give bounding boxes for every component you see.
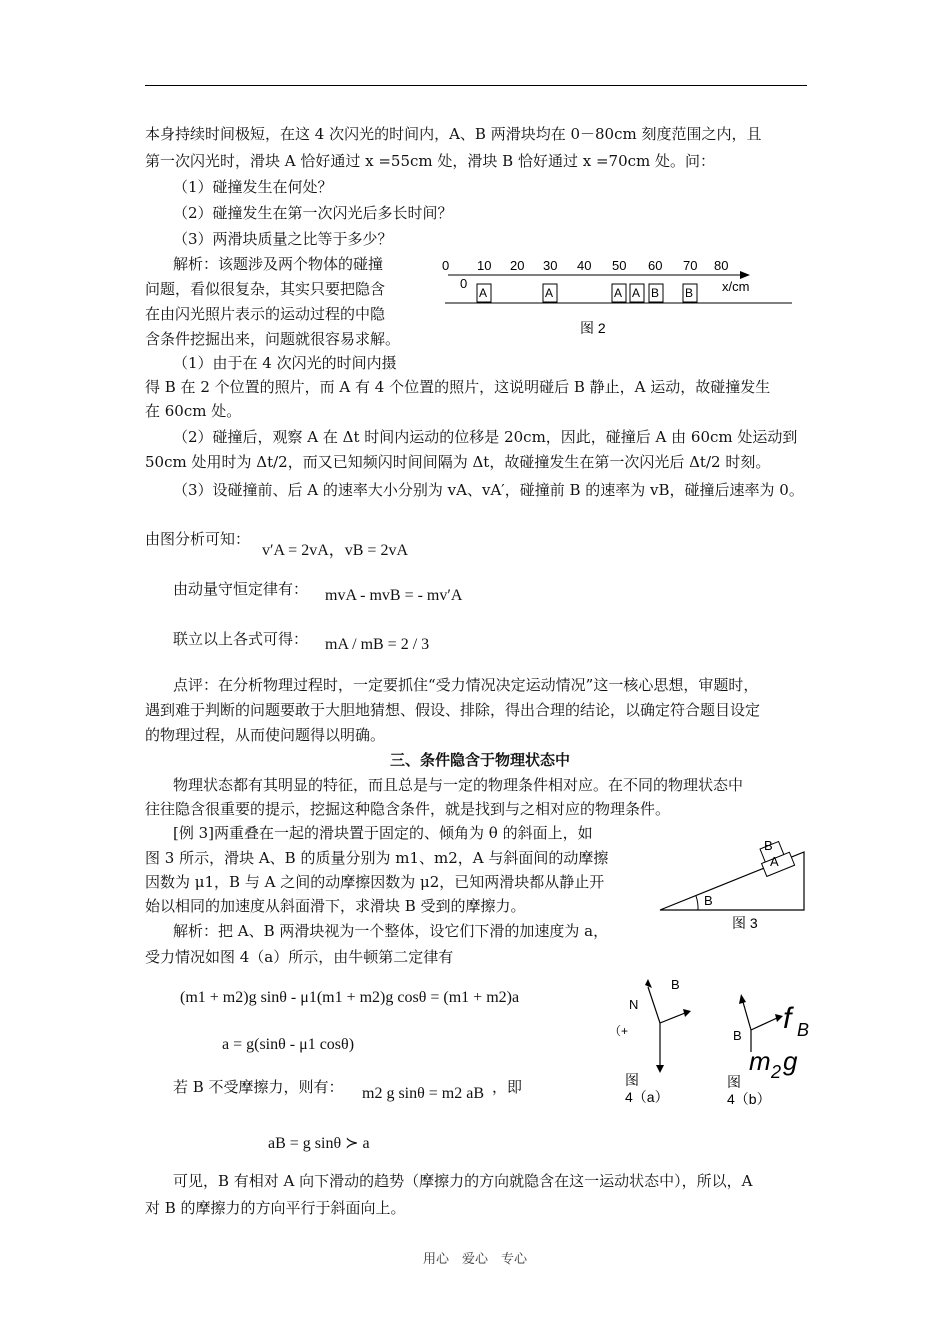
analysis-line: 含条件挖掘出来，问题就很容易求解。 (145, 330, 401, 348)
tick-label: 50 (612, 258, 627, 273)
solution-line: 由动量守恒定律有： (173, 580, 309, 598)
analysis-line: 在由闪光照片表示的运动过程的中隐 (145, 305, 386, 323)
figure-2 (440, 255, 800, 340)
text-line: 第一次闪光时，滑块 A 恰好通过 x =55cm 处，滑块 B 恰好通过 x =70cm 处。问： (145, 152, 716, 170)
axis-label: x/cm (722, 279, 750, 294)
figure-caption: 图 3 (732, 915, 758, 931)
text-line: 本身持续时间极短，在这 4 次闪光的时间内，A、B 两滑块均在 0－80cm 刻度范围之内，且 (145, 125, 762, 143)
paragraph-line: 物理状态都有其明显的特征，而且总是与一定的物理条件相对应。在不同的物理状态中 (173, 776, 744, 794)
equation-5: a = g(sinθ - μ1 cosθ) (222, 1036, 355, 1053)
example-line: 若 B 不受摩擦力，则有： (173, 1078, 344, 1096)
solution-line: 在 60cm 处。 (145, 402, 242, 420)
comment-line: 遇到难于判断的问题要敢于大胆地猜想、假设、排除，得出合理的结论，以确定符合题目设定 (145, 701, 761, 719)
example-line: 始以相同的加速度从斜面滑下，求滑块 B 受到的摩擦力。 (145, 897, 526, 915)
figure-4b (725, 990, 825, 1110)
tick-label: 10 (477, 258, 492, 273)
solution-line: （2）碰撞后，观察 A 在 Δt 时间内运动的位移是 20cm，因此，碰撞后 A 由 60cm 处运动到 (173, 428, 798, 446)
block-label: A (632, 286, 641, 300)
equation-1: v′A = 2vA，vB = 2vA (262, 542, 409, 559)
comment-line: 的物理过程，从而使问题得以明确。 (145, 726, 386, 744)
equation-7: aB = g sinθ ≻ a (268, 1135, 370, 1152)
force-label: B (671, 977, 680, 992)
solution-line: 50cm 处用时为 Δt/2，而又已知频闪时间间隔为 Δt，故碰撞发生在第一次闪光后 Δt/2 时刻。 (145, 453, 771, 471)
analysis-line: 解析：该题涉及两个物体的碰撞 (173, 255, 384, 273)
header-rule (145, 85, 807, 86)
weight-label: g (783, 1046, 798, 1076)
figure-caption: 图 (727, 1074, 741, 1090)
solution-line: （1）由于在 4 次闪光的时间内摄 (173, 354, 397, 372)
paragraph-line: 往往隐含很重要的提示，挖掘这种隐含条件，就是找到与之相对应的物理条件。 (145, 800, 671, 818)
conclusion-line: 可见，B 有相对 A 向下滑动的趋势（摩擦力的方向就隐含在这一运动状态中），所以，A (173, 1172, 753, 1190)
solution-line: （3）设碰撞前、后 A 的速率大小分别为 vA、vA′，碰撞前 B 的速率为 vB，碰撞后速率为 0。 (173, 481, 804, 499)
block-label: A (545, 286, 554, 300)
example-line: 图 3 所示，滑块 A、B 的质量分别为 m1、m2，A 与斜面间的动摩擦 (145, 849, 609, 867)
equation-2: mvA - mvB = - mv′A (325, 587, 463, 604)
page-footer: 用心 爱心 专心 (422, 1252, 527, 1267)
tick-label: 40 (577, 258, 592, 273)
figure-4a (605, 975, 705, 1110)
solution-line: 联立以上各式可得： (173, 630, 309, 648)
question-1: （1）碰撞发生在何处？ (173, 178, 333, 196)
tick-label: 20 (510, 258, 525, 273)
force-label: B (733, 1028, 742, 1043)
block-label: B (651, 286, 660, 300)
angle-label: B (704, 893, 713, 908)
friction-subscript: B (797, 1020, 810, 1040)
question-2: （2）碰撞发生在第一次闪光后多长时间？ (173, 204, 453, 222)
section-heading: 三、条件隐含于物理状态中 (390, 751, 571, 769)
weight-subscript: 2 (771, 1062, 782, 1082)
figure-caption: 图 (625, 1072, 639, 1088)
tick-label: 70 (683, 258, 698, 273)
block-b-label: B (764, 838, 773, 853)
weight-label: m (749, 1046, 771, 1076)
solution-line: 由图分析可知： (145, 530, 251, 548)
figure-caption: 4（b） (727, 1091, 771, 1107)
analysis-line: 问题，看似很复杂，其实只要把隐含 (145, 280, 386, 298)
normal-force-label: N (629, 997, 639, 1012)
block-label: A (479, 286, 488, 300)
tick-label: 0 (442, 258, 450, 273)
equation-6: m2 g sinθ = m2 aB (362, 1085, 485, 1102)
force-label: （+ (609, 1024, 629, 1038)
equation-4: (m1 + m2)g sinθ - μ1(m1 + m2)g cosθ = (m1 + m2)a (180, 989, 520, 1006)
figure-3 (658, 832, 808, 937)
friction-label: f (783, 1002, 792, 1035)
question-3: （3）两滑块质量之比等于多少？ (173, 230, 393, 248)
solution-line: 得 B 在 2 个位置的照片，而 A 有 4 个位置的照片，这说明碰后 B 静止，A 运动，故碰撞发生 (145, 378, 771, 396)
example-line: ，即 (492, 1078, 523, 1096)
conclusion-line: 对 B 的摩擦力的方向平行于斜面向上。 (145, 1199, 406, 1217)
equation-3: mA / mB = 2 / 3 (325, 636, 430, 653)
example-line: 受力情况如图 4（a）所示，由牛顿第二定律有 (145, 948, 454, 966)
zero-label: 0 (460, 276, 468, 291)
block-label: B (685, 286, 694, 300)
tick-label: 30 (543, 258, 558, 273)
figure-caption: 4（a） (625, 1089, 669, 1105)
figure-caption: 图 2 (580, 320, 606, 336)
example-line: [例 3]两重叠在一起的滑块置于固定的、倾角为 θ 的斜面上，如 (173, 824, 593, 842)
example-line: 解析：把 A、B 两滑块视为一个整体，设它们下滑的加速度为 a， (173, 922, 609, 940)
block-a-label: A (770, 854, 779, 869)
block-label: A (614, 286, 623, 300)
tick-label: 80 (714, 258, 729, 273)
example-line: 因数为 μ1，B 与 A 之间的动摩擦因数为 μ2，已知两滑块都从静止开 (145, 873, 605, 891)
comment-line: 点评：在分析物理过程时，一定要抓住“受力情况决定运动情况”这一核心思想，审题时， (173, 676, 759, 694)
tick-label: 60 (648, 258, 663, 273)
